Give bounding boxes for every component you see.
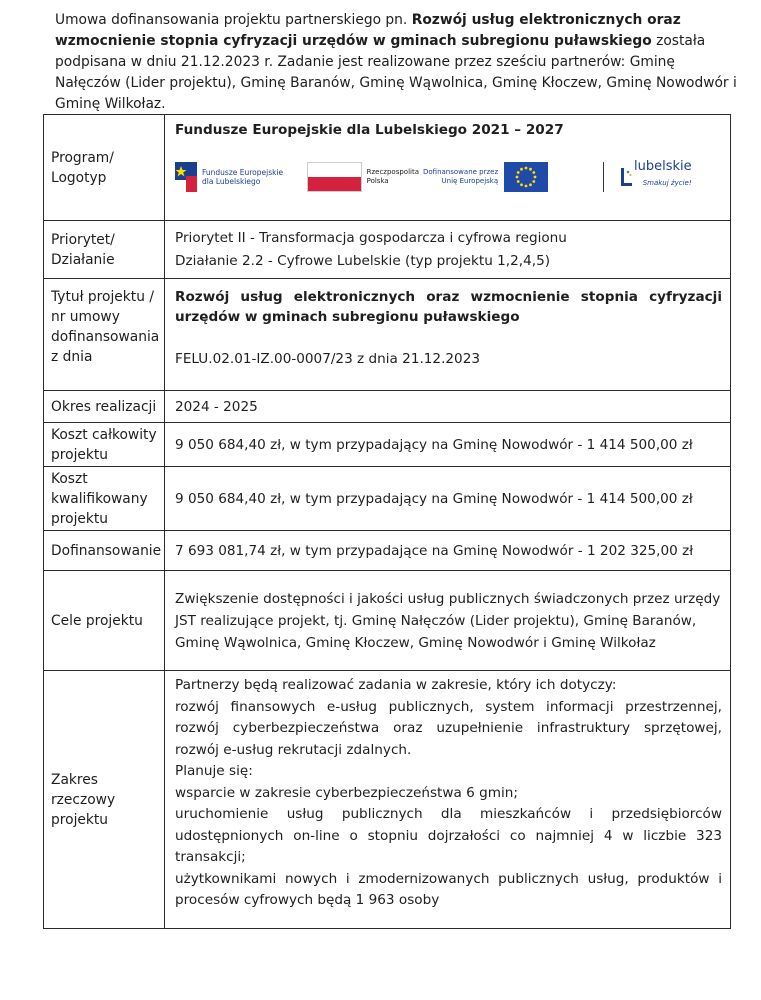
dzialanie-line: Działanie 2.2 - Cyfrowe Lubelskie (typ projektu 1,2,4,5) <box>175 253 551 269</box>
intro-paragraph <box>55 10 745 115</box>
label-dofinansowanie: Dofinansowanie <box>44 531 165 571</box>
label-kwalifikowany: Koszt kwalifikowany projektu <box>44 467 165 531</box>
value-zakres <box>165 671 731 929</box>
eu-logo-text <box>423 168 498 186</box>
project-info-table <box>43 114 731 929</box>
row-program <box>44 115 731 221</box>
lubelskie-name: lubelskie <box>634 159 692 174</box>
row-okres <box>44 391 731 423</box>
value-okres: 2024 - 2025 <box>165 391 731 423</box>
label-zakres: Zakres rzeczowy projektu <box>44 671 165 929</box>
polish-flag-icon <box>307 162 362 192</box>
eu-logo <box>423 162 593 192</box>
agreement-number: FELU.02.01-IZ.00-0007/23 z dnia 21.12.2023 <box>175 351 480 367</box>
row-zakres <box>44 671 731 929</box>
rp-logo <box>307 162 419 192</box>
rp-logo-text <box>367 168 419 186</box>
logo-separator <box>603 162 604 192</box>
eu-line1: Dofinansowane przez <box>423 168 499 176</box>
rp-line2: Polska <box>366 177 389 185</box>
fe-star-icon <box>175 162 197 192</box>
value-dofinansowanie: 7 693 081,74 zł, w tym przypadające na Gminę Nowodwór - 1 202 325,00 zł <box>165 531 731 571</box>
value-tytul <box>165 279 731 391</box>
row-cele <box>44 571 731 671</box>
eu-flag-icon <box>504 162 548 192</box>
label-program: Program/ Logotyp <box>44 115 165 221</box>
label-okres: Okres realizacji <box>44 391 165 423</box>
intro-project-title: Rozwój usług elektronicznych oraz wzmocnienie stopnia cyfryzacji urzędów w gminach subregionu puławskiego <box>55 12 681 49</box>
row-kwalifikowany <box>44 467 731 531</box>
project-title: Rozwój usług elektronicznych oraz wzmocnienie stopnia cyfryzacji urzędów w gminach subregionu puławskiego <box>175 289 722 325</box>
zakres-users: użytkownikami nowych i zmodernizowanych publicznych usług, produktów i procesów cyfrowych będą 1 963 osoby <box>175 870 722 908</box>
lubelskie-tagline: Smakuj życie! <box>642 179 692 187</box>
logo-strip <box>175 146 722 208</box>
intro-text-start: Umowa dofinansowania projektu partnerskiego pn. <box>55 12 412 28</box>
row-priorytet <box>44 221 731 279</box>
value-koszt: 9 050 684,40 zł, w tym przypadający na Gminę Nowodwór - 1 414 500,00 zł <box>165 423 731 467</box>
eu-line2: Unię Europejską <box>441 177 499 185</box>
lubelskie-logo <box>618 161 692 193</box>
label-priorytet: Priorytet/ Działanie <box>44 221 165 279</box>
label-koszt: Koszt całkowity projektu <box>44 423 165 467</box>
row-dofinansowanie <box>44 531 731 571</box>
value-kwalifikowany: 9 050 684,40 zł, w tym przypadający na Gminę Nowodwór - 1 414 500,00 zł <box>165 467 731 531</box>
zakres-cyber: wsparcie w zakresie cyberbezpieczeństwa 6 gmin; <box>175 784 518 801</box>
value-cele: Zwiększenie dostępności i jakości usług publicznych świadczonych przez urzędy JST realizujące projekt, tj. Gminę Nałęczów (Lider projektu), Gminę Baranów, Gminę Wąwolnica, Gminę Kłoczew, Gminę Nowodwór i Gminę Wilkołaz <box>165 571 731 671</box>
zakres-planned: Planuje się: <box>175 763 253 779</box>
fe-logo-text <box>202 168 283 186</box>
intro-text-end: została podpisana w dniu 21.12.2023 r. Zadanie jest realizowane przez sześciu partnerów: Gminę Nałęczów (Lider projektu), Gminę Baranów, Gminę Wąwolnica, Gminę Kłoczew, Gminę Nowodwór i Gminę Wilkołaz. <box>55 33 737 112</box>
fe-lubelskie-logo <box>175 162 305 192</box>
fe-line2: dla Lubelskiego <box>202 177 261 186</box>
program-name: Fundusze Europejskie dla Lubelskiego 2021 – 2027 <box>175 122 564 138</box>
zakres-eservices: uruchomienie usług publicznych dla mieszkańców i przedsiębiorców udostępnionych on-line o stopniu dojrzałości co najmniej 4 w liczbie 323 transakcji; <box>175 806 722 865</box>
lubelskie-logo-text <box>634 161 692 193</box>
label-cele: Cele projektu <box>44 571 165 671</box>
value-priorytet <box>165 221 731 279</box>
row-koszt <box>44 423 731 467</box>
label-tytul: Tytuł projektu / nr umowy dofinansowania z dnia <box>44 279 165 391</box>
zakres-areas: rozwój finansowych e-usług publicznych, system informacji przestrzennej, rozwój cyberbezpieczeństwa oraz uzupełnienie infrastruktury sprzętowej, rozwój e-usług rekrutacji zdalnych. <box>175 698 722 758</box>
row-tytul <box>44 279 731 391</box>
fe-line1: Fundusze Europejskie <box>202 168 284 177</box>
lubelskie-mark-icon <box>618 166 634 188</box>
priorytet-line: Priorytet II - Transformacja gospodarcza i cyfrowa regionu <box>175 230 567 246</box>
zakres-intro: Partnerzy będą realizować zadania w zakresie, który ich dotyczy: <box>175 677 617 693</box>
rp-line1: Rzeczpospolita <box>366 168 419 176</box>
value-program <box>165 115 731 221</box>
